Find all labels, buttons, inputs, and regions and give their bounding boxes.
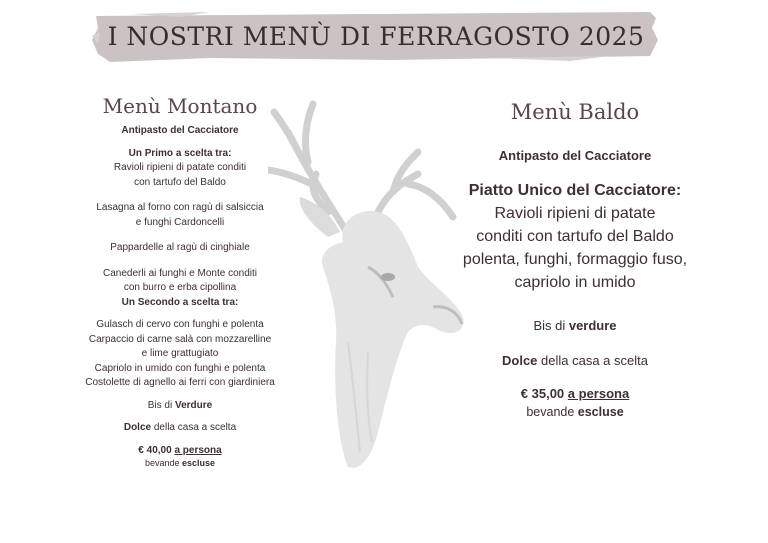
montano-secondo-2a: Carpaccio di carne salà con mozzarelline — [88, 333, 272, 345]
baldo-dolce-rest: della casa a scelta — [537, 353, 648, 368]
montano-primo-1a: Ravioli ripieni di patate conditi — [113, 162, 247, 173]
montano-secondo-heading: Un Secondo a scelta tra: — [121, 296, 239, 308]
baldo-piatto-2: conditi con tartufo del Baldo — [476, 228, 674, 245]
montano-primo-3: Pappardelle al ragù di cinghiale — [110, 242, 250, 253]
menu-baldo-title: Menù Baldo — [510, 100, 640, 124]
montano-price — [40, 444, 320, 459]
montano-secondo-2b: e lime grattugiato — [141, 348, 219, 359]
baldo-bis-prefix: Bis di — [533, 318, 569, 333]
montano-dolce-label: Dolce — [123, 422, 152, 433]
montano-price-value: € 40,00 — [138, 444, 175, 456]
montano-primo-2a: Lasagna al forno con ragù di salsiccia — [96, 202, 264, 213]
montano-secondo-4: Costolette di agnello ai ferri con giardiniera — [85, 377, 275, 388]
montano-per-persona: a persona — [174, 444, 222, 456]
montano-secondo-3: Capriolo in umido con funghi e polenta — [94, 362, 266, 374]
baldo-piatto-4: capriolo in umido — [514, 274, 636, 291]
baldo-bis-verdure: verdure — [568, 318, 617, 333]
baldo-price-value: € 35,00 — [520, 386, 568, 401]
baldo-per-persona: a persona — [567, 386, 630, 401]
baldo-piatto-3: polenta, funghi, formaggio fuso, — [462, 251, 688, 268]
title-banner — [90, 10, 662, 62]
montano-dolce — [40, 421, 320, 436]
baldo-escluse: escluse — [577, 405, 624, 419]
baldo-bevande-label: bevande — [526, 405, 578, 419]
baldo-piatto-1: Ravioli ripieni di patate — [494, 205, 656, 222]
baldo-bis — [440, 314, 710, 337]
page-title: I NOSTRI MENÙ DI FERRAGOSTO 2025 — [107, 22, 645, 51]
montano-primo-1b: con tartufo del Baldo — [134, 176, 226, 188]
baldo-antipasto: Antipasto del Cacciatore — [498, 148, 652, 163]
montano-bis-verdure: Verdure — [174, 399, 213, 411]
montano-dolce-rest: della casa a scelta — [151, 422, 237, 433]
montano-primo-4b: con burro e erba cipollina — [123, 282, 237, 293]
baldo-piatto-heading: Piatto Unico del Cacciatore: — [468, 182, 682, 199]
montano-escluse: escluse — [182, 458, 216, 468]
montano-bis — [40, 399, 320, 414]
montano-primo-heading: Un Primo a scelta tra: — [128, 147, 232, 159]
montano-antipasto: Antipasto del Cacciatore — [121, 125, 239, 136]
baldo-dolce-label: Dolce — [502, 353, 538, 368]
menu-baldo — [440, 100, 710, 420]
montano-secondo-1: Gulasch di cervo con funghi e polenta — [96, 319, 264, 330]
montano-bis-prefix: Bis di — [147, 399, 175, 411]
menu-montano — [40, 94, 320, 469]
montano-bevande — [40, 458, 320, 469]
baldo-price — [440, 382, 710, 405]
baldo-bevande — [440, 405, 710, 420]
montano-primo-2b: e funghi Cardoncelli — [135, 216, 225, 228]
montano-primo-4a: Canederli ai funghi e Monte conditi — [103, 267, 257, 279]
menu-montano-title: Menù Montano — [102, 94, 258, 118]
baldo-dolce — [440, 349, 710, 372]
montano-bevande-label: bevande — [144, 458, 182, 468]
